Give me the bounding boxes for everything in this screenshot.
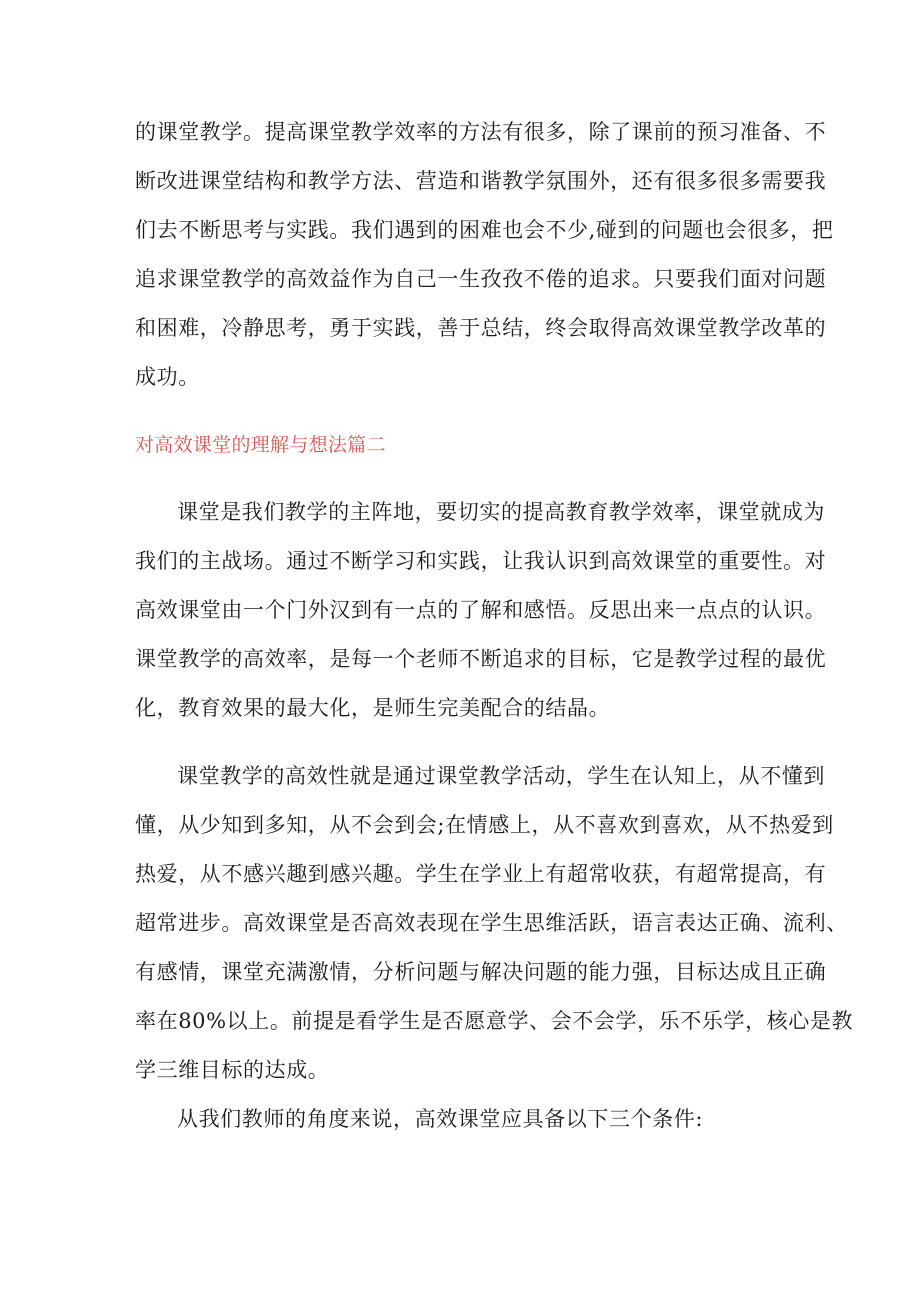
paragraph-line: 高效课堂由一个门外汉到有一点的了解和感悟。反思出来一点点的认识。 bbox=[135, 598, 827, 622]
paragraph-line: 课堂教学的高效率，是每一个老师不断追求的目标，它是教学过程的最优 bbox=[135, 647, 827, 671]
paragraph-line: 从我们教师的角度来说，高效课堂应具备以下三个条件: bbox=[177, 1107, 704, 1131]
paragraph-line: 率在80%以上。前提是看学生是否愿意学、会不会学，乐不乐学，核心是教 bbox=[135, 1009, 854, 1033]
paragraph-line: 我们的主战场。通过不断学习和实践，让我认识到高效课堂的重要性。对 bbox=[135, 549, 827, 573]
paragraph-line: 超常进步。高效课堂是否高效表现在学生思维活跃，语言表达正确、流利、 bbox=[135, 911, 848, 935]
paragraph-line: 热爱，从不感兴趣到感兴趣。学生在学业上有超常收获，有超常提高，有 bbox=[135, 862, 827, 886]
paragraph-line: 和困难，冷静思考，勇于实践，善于总结，终会取得高效课堂教学改革的 bbox=[135, 316, 827, 340]
paragraph-line: 懂，从少知到多知，从不会到会;在情感上，从不喜欢到喜欢，从不热爱到 bbox=[135, 813, 834, 837]
paragraph-line: 化，教育效果的最大化，是师生完美配合的结晶。 bbox=[135, 696, 611, 720]
paragraph-line: 有感情，课堂充满激情，分析问题与解决问题的能力强，目标达成且正确 bbox=[135, 960, 827, 984]
paragraph-line: 学三维目标的达成。 bbox=[135, 1058, 330, 1082]
paragraph-line: 成功。 bbox=[135, 365, 200, 389]
paragraph-line: 课堂是我们教学的主阵地，要切实的提高教育教学效率，课堂就成为 bbox=[177, 500, 825, 524]
paragraph-line: 的课堂教学。提高课堂教学效率的方法有很多，除了课前的预习准备、不 bbox=[135, 120, 827, 144]
paragraph-line: 追求课堂教学的高效益作为自己一生孜孜不倦的追求。只要我们面对问题 bbox=[135, 267, 827, 291]
paragraph-line: 课堂教学的高效性就是通过课堂教学活动，学生在认知上，从不懂到 bbox=[177, 764, 825, 788]
paragraph-line: 断改进课堂结构和教学方法、营造和谐教学氛围外，还有很多很多需要我 bbox=[135, 169, 827, 193]
paragraph-line: 们去不断思考与实践。我们遇到的困难也会不少,碰到的问题也会很多，把 bbox=[135, 218, 834, 242]
section-heading: 对高效课堂的理解与想法篇二 bbox=[135, 434, 386, 456]
